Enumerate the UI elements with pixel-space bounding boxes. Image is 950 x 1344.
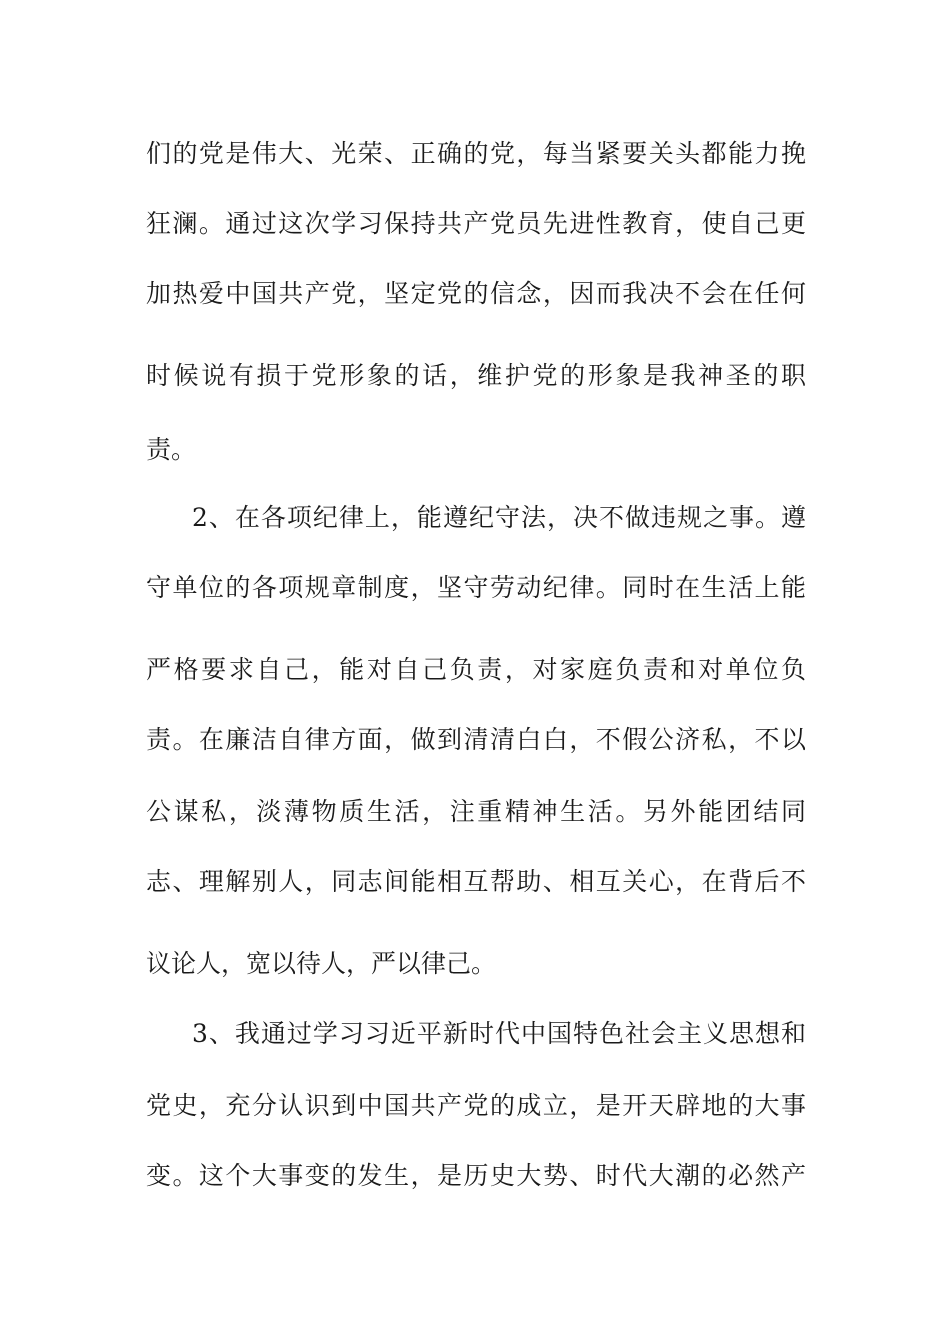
text-line: 守单位的各项规章制度，坚守劳动纪律。同时在生活上能	[146, 573, 806, 602]
text-line: 时候说有损于党形象的话，维护党的形象是我神圣的职	[146, 361, 806, 390]
text-line: 狂澜。通过这次学习保持共产党员先进性教育，使自己更	[146, 209, 806, 238]
paragraph-3-first-line: 3、我通过学习习近平新时代中国特色社会主义思想和	[192, 1019, 806, 1048]
text-line: 严格要求自己，能对自己负责，对家庭负责和对单位负	[146, 655, 806, 684]
text-line: 们的党是伟大、光荣、正确的党，每当紧要关头都能力挽	[146, 139, 806, 168]
text-line: 志、理解别人，同志间能相互帮助、相互关心，在背后不	[146, 867, 806, 896]
text-line: 加热爱中国共产党，坚定党的信念，因而我决不会在任何	[146, 279, 806, 308]
text-line: 党史，充分认识到中国共产党的成立，是开天辟地的大事	[146, 1091, 806, 1120]
text-line: 公谋私，淡薄物质生活，注重精神生活。另外能团结同	[146, 797, 806, 826]
text-line: 责。在廉洁自律方面，做到清清白白，不假公济私，不以	[146, 725, 806, 754]
text-line: 责。	[146, 435, 197, 464]
text-line: 议论人，宽以待人，严以律己。	[146, 949, 497, 978]
paragraph-2-first-line: 2、在各项纪律上，能遵纪守法，决不做违规之事。遵	[192, 503, 806, 532]
text-line: 变。这个大事变的发生，是历史大势、时代大潮的必然产	[146, 1161, 806, 1190]
